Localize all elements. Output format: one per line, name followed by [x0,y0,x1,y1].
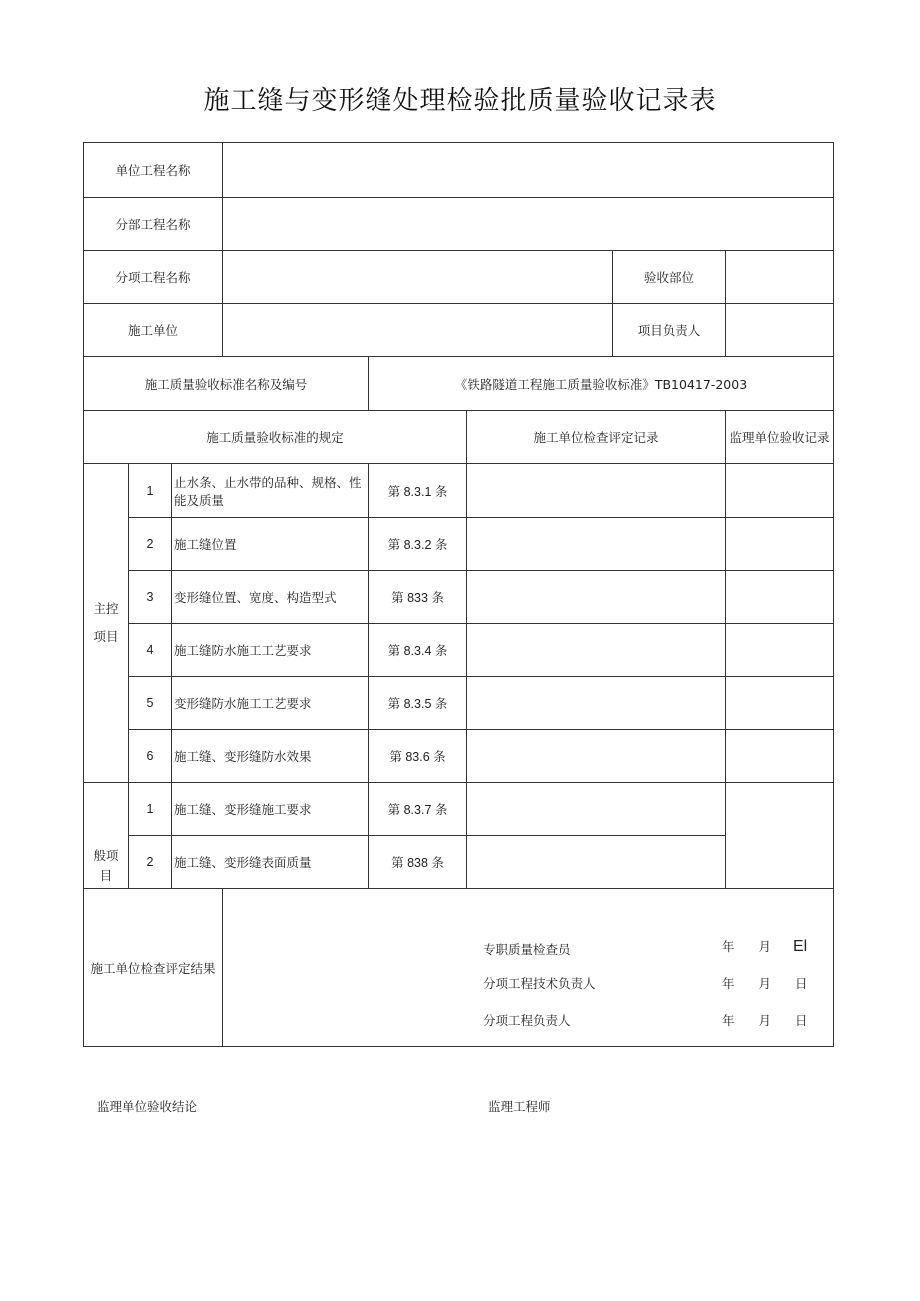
signer-item-lead: 分项工程负责人 [483,1012,571,1028]
standard-value: 《铁路隧道工程施工质量验收标准》TB10417-2003 [369,357,834,411]
supervisor-record-cell[interactable] [726,518,834,571]
date-month: 月 [758,975,772,991]
item-text: 施工缝、变形缝施工要求 [172,783,369,836]
date-year: 年 [722,975,735,991]
supervisor-record-header: 监理单位验收记录 [726,411,834,464]
item-clause: 第 8.3.4 条 [369,624,467,677]
general-items-label-line1: 般项 [93,848,119,863]
item-project-field[interactable] [223,251,613,304]
item-clause: 第 8.3.1 条 [369,464,467,518]
item-number: 2 [129,836,172,889]
date-month: 月 [758,938,772,954]
contractor-record-cell[interactable] [467,836,726,889]
item-text: 施工缝位置 [172,518,369,571]
supervisor-record-cell[interactable] [726,464,834,518]
sub-project-label: 分部工程名称 [84,198,223,251]
table-row [84,730,834,783]
item-number: 1 [129,783,172,836]
item-number: 4 [129,624,172,677]
item-text: 变形缝防水施工工艺要求 [172,677,369,730]
table-row [84,518,834,571]
project-manager-field[interactable] [726,304,834,357]
date-row-2 [722,974,822,992]
item-clause: 第 833 条 [369,571,467,624]
item-number: 3 [129,571,172,624]
main-control-label-line2: 项目 [93,629,119,644]
item-clause: 第 83.6 条 [369,730,467,783]
general-items-label-line2: 目 [99,868,113,883]
supervisor-conclusion-label: 监理单位验收结论 [97,1099,198,1114]
signer-quality-inspector: 专职质量检查员 [483,941,571,957]
item-clause: 第 8.3.2 条 [369,518,467,571]
supervisor-engineer-label: 监理工程师 [488,1099,551,1114]
table-row [84,624,834,677]
main-control-label [84,464,129,783]
date-month: 月 [758,1012,772,1028]
item-text: 施工缝、变形缝防水效果 [172,730,369,783]
supervisor-record-cell[interactable] [726,783,834,889]
contractor-record-cell[interactable] [467,730,726,783]
supervisor-record-cell[interactable] [726,677,834,730]
item-text: 施工缝防水施工工艺要求 [172,624,369,677]
item-text: 变形缝位置、宽度、构造型式 [172,571,369,624]
date-row-3 [722,1011,822,1029]
item-number: 6 [129,730,172,783]
table-row [84,464,834,518]
item-clause: 第 838 条 [369,836,467,889]
item-text: 止水条、止水带的品种、规格、性能及质量 [172,464,369,518]
spec-column-header: 施工质量验收标准的规定 [84,411,467,464]
table-row [84,677,834,730]
contractor-record-cell[interactable] [467,677,726,730]
contractor-record-cell[interactable] [467,783,726,836]
item-number: 2 [129,518,172,571]
item-project-label: 分项工程名称 [84,251,223,304]
date-day: 日 [795,975,808,991]
item-clause: 第 8.3.7 条 [369,783,467,836]
supervisor-record-cell[interactable] [726,571,834,624]
construction-unit-field[interactable] [223,304,613,357]
table-row [84,571,834,624]
supervisor-record-cell[interactable] [726,730,834,783]
contractor-record-cell[interactable] [467,571,726,624]
date-day: El [793,937,808,955]
date-year: 年 [722,1012,735,1028]
general-items-label [84,783,129,889]
standard-label: 施工质量验收标准名称及编号 [84,357,369,411]
page-title: 施工缝与变形缝处理检验批质量验收记录表 [203,86,717,116]
item-clause: 第 8.3.5 条 [369,677,467,730]
signer-technical-lead: 分项工程技术负责人 [483,975,596,991]
date-day: 日 [795,1012,808,1028]
table-row [84,836,834,889]
construction-unit-label: 施工单位 [84,304,223,357]
date-row-1 [722,937,822,956]
table-row [84,783,834,836]
date-year: 年 [722,938,735,954]
contractor-record-cell[interactable] [467,464,726,518]
unit-project-label: 单位工程名称 [84,143,223,198]
contractor-record-cell[interactable] [467,518,726,571]
item-number: 1 [129,464,172,518]
item-text: 施工缝、变形缝表面质量 [172,836,369,889]
main-control-label-line1: 主控 [93,601,119,616]
contractor-record-cell[interactable] [467,624,726,677]
acceptance-part-field[interactable] [726,251,834,304]
item-number: 5 [129,677,172,730]
result-signature-area[interactable] [223,889,834,1047]
result-label: 施工单位检查评定结果 [84,889,223,1047]
acceptance-part-label: 验收部位 [613,251,726,304]
sub-project-field[interactable] [223,198,834,251]
contractor-record-header: 施工单位检查评定记录 [467,411,726,464]
project-manager-label: 项目负责人 [613,304,726,357]
inspection-form-table [83,142,834,1047]
unit-project-field[interactable] [223,143,834,198]
supervisor-record-cell[interactable] [726,624,834,677]
